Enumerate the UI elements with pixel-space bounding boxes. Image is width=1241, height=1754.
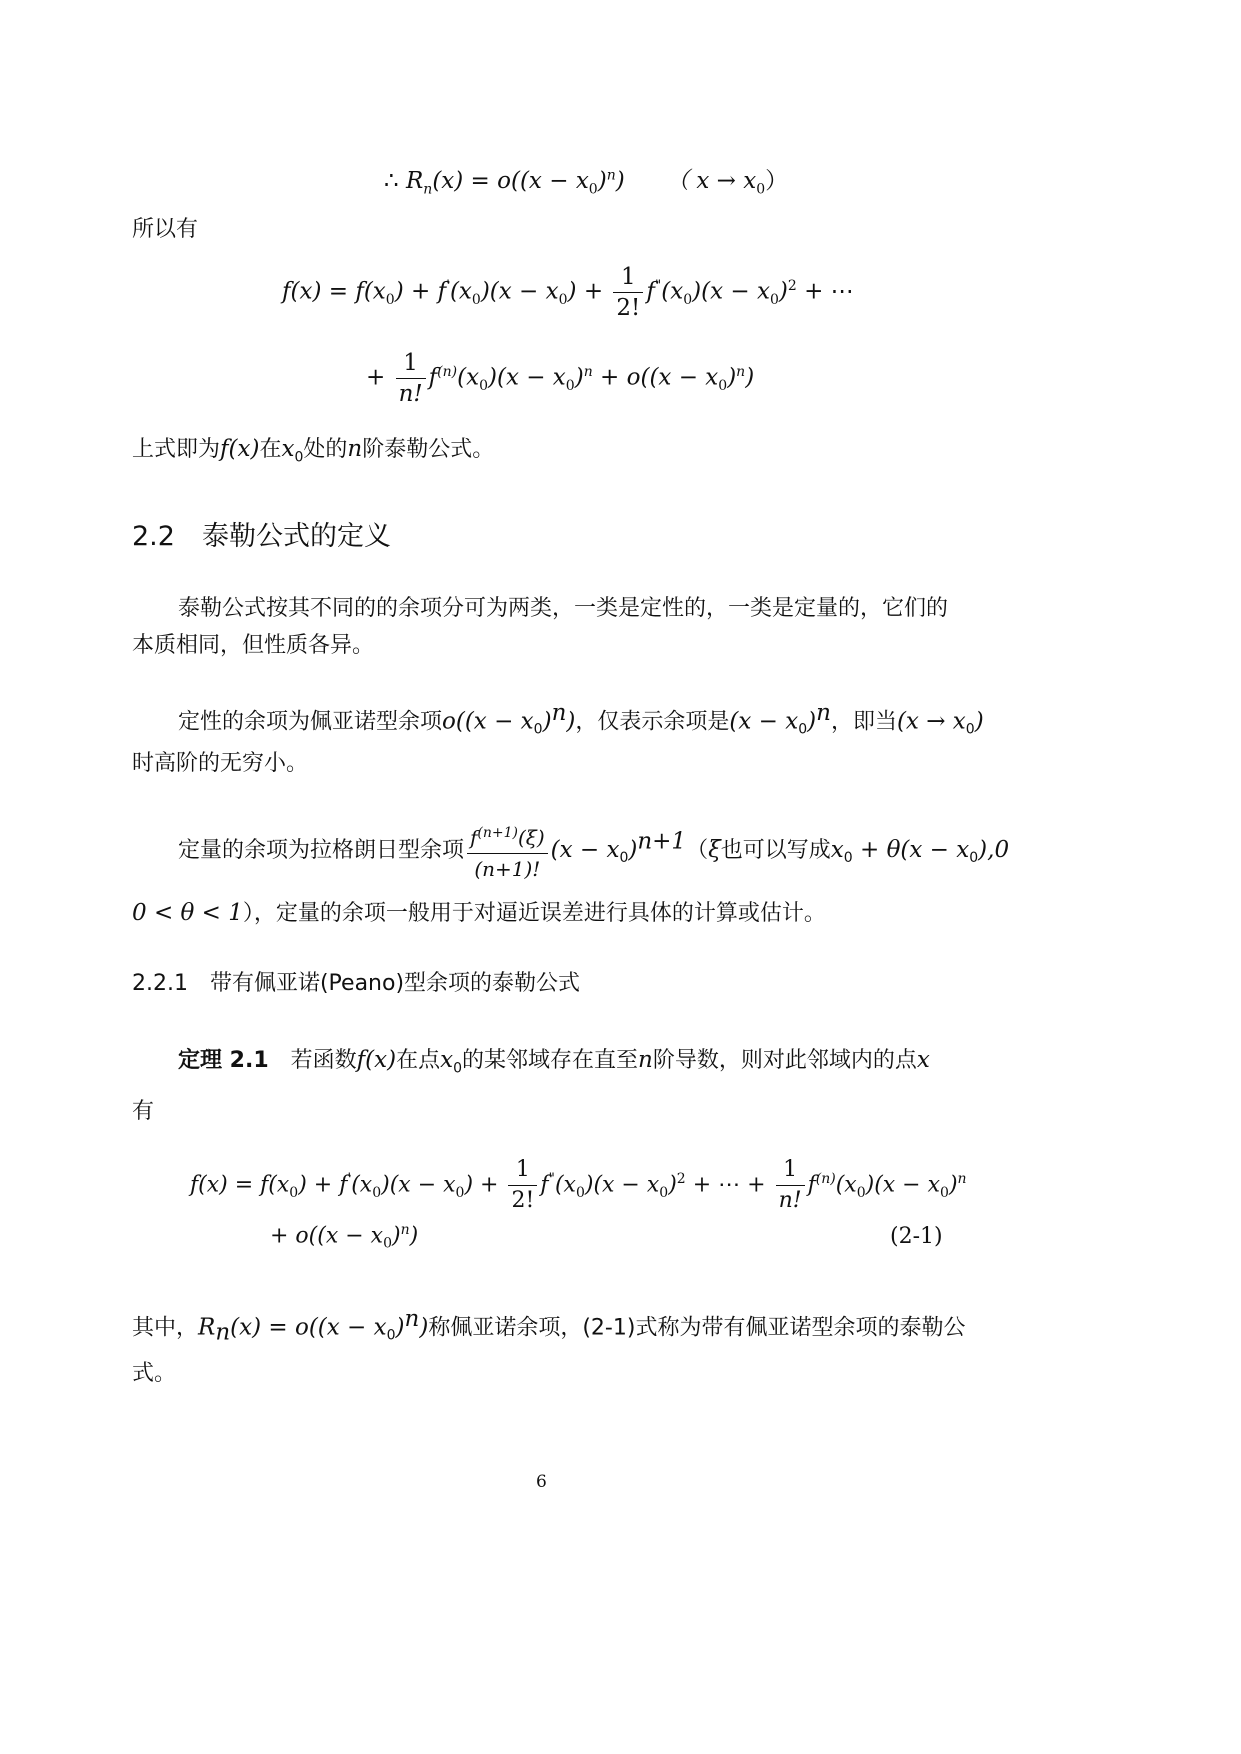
- equation-2-1-line1: $f(x) = f(x_0) + f'(x_0)(x - x_0)$ + $\frac{1}{2!}$ $f^"(x_0)(x - x_0)^2$ + ⋯ + $\frac{1}{n!}$ $f^{(n)}(x_0)(x - x_0)^n$: [190, 1155, 967, 1216]
- fraction-one-over-n-factorial: $\frac{1}{n!}$: [776, 1155, 805, 1216]
- equation-remainder: ∴ $R_n(x) = o((x - x_0)^n)$ （ $x \to x_0$）: [384, 167, 789, 198]
- paragraph-peano-line2: 时高阶的无穷小。: [132, 751, 309, 776]
- section-heading-2-2-1: 2.2.1 带有佩亚诺(Peano)型余项的泰勒公式: [132, 971, 581, 996]
- theorem-2-1-line2: 有: [132, 1099, 155, 1124]
- section-heading-2-2: 2.2 泰勒公式的定义: [132, 521, 391, 552]
- paragraph-summary: 上式即为f(x)在$x_0$处的n阶泰勒公式。: [132, 436, 495, 466]
- page-number: 6: [536, 1472, 547, 1492]
- paragraph-so: 所以有: [132, 217, 199, 242]
- paragraph-where: 其中，$R_n(x) = o((x - x_0)^n)$称佩亚诺余项，(2-1)式称为带有佩亚诺型余项的泰勒公: [132, 1306, 966, 1346]
- fraction-one-over-n-factorial: $\frac{1}{n!}$: [396, 348, 426, 409]
- fraction-one-over-2-factorial: $\frac{1}{2!}$: [508, 1155, 537, 1216]
- equation-taylor-line1: $f(x) = f(x_0) + f'(x_0)(x - x_0)$ + $\frac{1}{2!}$ $f^"(x_0)(x - x_0)^2$ + ⋯: [282, 264, 854, 321]
- equation-2-1-line2: + $o((x - x_0)^n)$: [270, 1222, 419, 1252]
- paragraph-peano: 定性的余项为佩亚诺型余项$o((x - x_0)^n)$，仅表示余项是$(x - x_0)^n$，即当$(x \to x_0)$: [178, 700, 984, 738]
- fraction-one-over-2-factorial: $\frac{1}{2!}$: [613, 262, 643, 323]
- therefore-symbol: ∴: [384, 168, 399, 194]
- fraction-lagrange: $\frac{f^{(n+1)}(\xi)}{(n+1)!}$: [467, 818, 548, 884]
- paragraph-definition-line2: 本质相同，但性质各异。: [132, 633, 375, 658]
- paragraph-definition-line1: 泰勒公式按其不同的的余项分可为两类，一类是定性的，一类是定量的，它们的: [178, 596, 949, 621]
- paragraph-where-line2: 式。: [132, 1361, 177, 1386]
- equation-taylor-line2: + $\frac{1}{n!}$ $f^{(n)}(x_0)(x - x_0)^n + o((x - x_0)^n)$: [366, 350, 755, 407]
- theorem-label: 定理 2.1: [178, 1048, 269, 1073]
- paragraph-lagrange-line2: 0 < θ < 1），定量的余项一般用于对逼近误差进行具体的计算或估计。: [132, 900, 826, 926]
- paragraph-lagrange: 定量的余项为拉格朗日型余项 $\frac{f^{(n+1)}(\xi)}{(n+1)!}$ $(x - x_0)^{n+1}(\xi$也可以写成$x_0 + \theta(x - x_0),0$: [178, 818, 1009, 884]
- theorem-2-1: 定理 2.1 若函数f(x)在点$x_0$的某邻域存在直至n阶导数，则对此邻域内的点x: [178, 1047, 930, 1077]
- equation-number: (2-1): [890, 1224, 943, 1249]
